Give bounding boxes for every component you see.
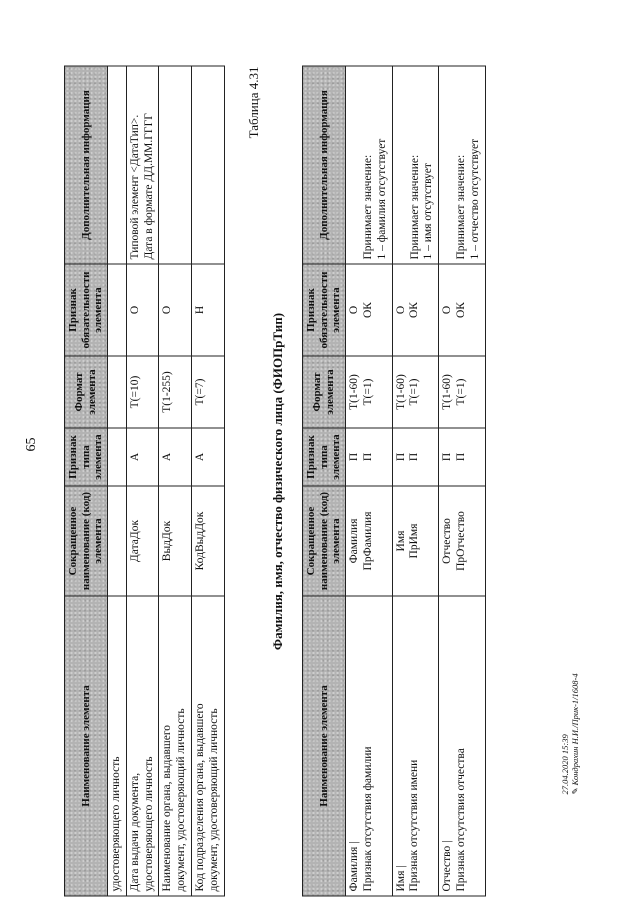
table-caption: Таблица 4.31 — [246, 66, 261, 139]
signature-icon: ✎ — [570, 787, 581, 795]
column-header: Дополнительная информация — [303, 66, 346, 264]
table-row — [345, 66, 392, 896]
cell-type: П П — [439, 428, 486, 486]
column-header: Признак обязательности элемента — [65, 264, 108, 356]
cell-required: О — [126, 264, 159, 356]
cell-name: Наименование органа, выдавшего документ, удостоверяющий личность — [159, 596, 192, 896]
cell-format: T(1-60) T(=1) — [345, 356, 392, 428]
column-header: Наименование элемента — [65, 596, 108, 896]
table-row — [126, 66, 159, 896]
cell-type: П П — [392, 428, 439, 486]
footer-author: Кондрахин Н.И./Прик-1/1608-4 — [570, 673, 581, 786]
cell-code: ДатаДок — [126, 486, 159, 596]
cell-format: T(1-60) T(=1) — [439, 356, 486, 428]
column-header: Признак типа элемента — [65, 428, 108, 486]
cell-info: Принимает значение: 1 – фамилия отсутствует — [345, 66, 392, 264]
footer-stamp — [560, 673, 580, 794]
cell-required: О ОК — [392, 264, 439, 356]
table-row — [191, 66, 224, 896]
page-number: 65 — [24, 437, 39, 452]
cell-required: О — [159, 264, 192, 356]
cell-required: О ОК — [345, 264, 392, 356]
cell-type: А — [159, 428, 192, 486]
table-row — [159, 66, 192, 896]
cell-code: Фамилия ПрФамилия — [345, 486, 392, 596]
cell-name: удостоверяющего личность — [107, 596, 126, 896]
cell-format: T(=10) — [126, 356, 159, 428]
cell-type: А — [126, 428, 159, 486]
cell-code: Отчество ПрОтчество — [439, 486, 486, 596]
table-header-row — [65, 66, 108, 896]
cell-code: Имя ПрИмя — [392, 486, 439, 596]
column-header: Наименование элемента — [303, 596, 346, 896]
cell-name: Код подразделения органа, выдавшего документ, удостоверяющий личность — [191, 596, 224, 896]
column-header: Признак типа элемента — [303, 428, 346, 486]
footer-timestamp: 27.04.2020 15:39 — [560, 734, 570, 795]
cell-info — [191, 66, 224, 264]
fio-elements-table — [302, 66, 486, 897]
cell-required: О ОК — [439, 264, 486, 356]
cell-info: Принимает значение: 1 – отчество отсутствует — [439, 66, 486, 264]
cell-format: T(1-255) — [159, 356, 192, 428]
cell-type: П П — [345, 428, 392, 486]
cell-type: А — [191, 428, 224, 486]
cell-info — [159, 66, 192, 264]
cell-code: КодВыдДок — [191, 486, 224, 596]
cell-name: Дата выдачи документа, удостоверяющего личность — [126, 596, 159, 896]
table-row — [439, 66, 486, 896]
cell-code: ВыдДок — [159, 486, 192, 596]
column-header: Сокращенное наименование (код) элемента — [65, 486, 108, 596]
column-header: Дополнительная информация — [65, 66, 108, 264]
cell-name: Имя | Признак отсутствия имени — [392, 596, 439, 896]
column-header: Признак обязательности элемента — [303, 264, 346, 356]
column-header: Формат элемента — [303, 356, 346, 428]
cell-info: Типовой элемент <ДатаТип>. Дата в формате ДД.ММ.ГГГГ — [126, 66, 159, 264]
cell-format: T(1-60) T(=1) — [392, 356, 439, 428]
table-header-row — [303, 66, 346, 896]
cell-info: Принимает значение: 1 – имя отсутствует — [392, 66, 439, 264]
cell-name: Фамилия | Признак отсутствия фамилии — [345, 596, 392, 896]
elements-table — [64, 66, 225, 897]
column-header: Формат элемента — [65, 356, 108, 428]
table-row — [392, 66, 439, 896]
cell-required: Н — [191, 264, 224, 356]
table-row-continuation — [107, 66, 126, 896]
column-header: Сокращенное наименование (код) элемента — [303, 486, 346, 596]
cell-name: Отчество | Признак отсутствия отчества — [439, 596, 486, 896]
cell-format: T(=7) — [191, 356, 224, 428]
table-title: Фамилия, имя, отчество физического лица (ФИОПрТип) — [270, 312, 285, 651]
